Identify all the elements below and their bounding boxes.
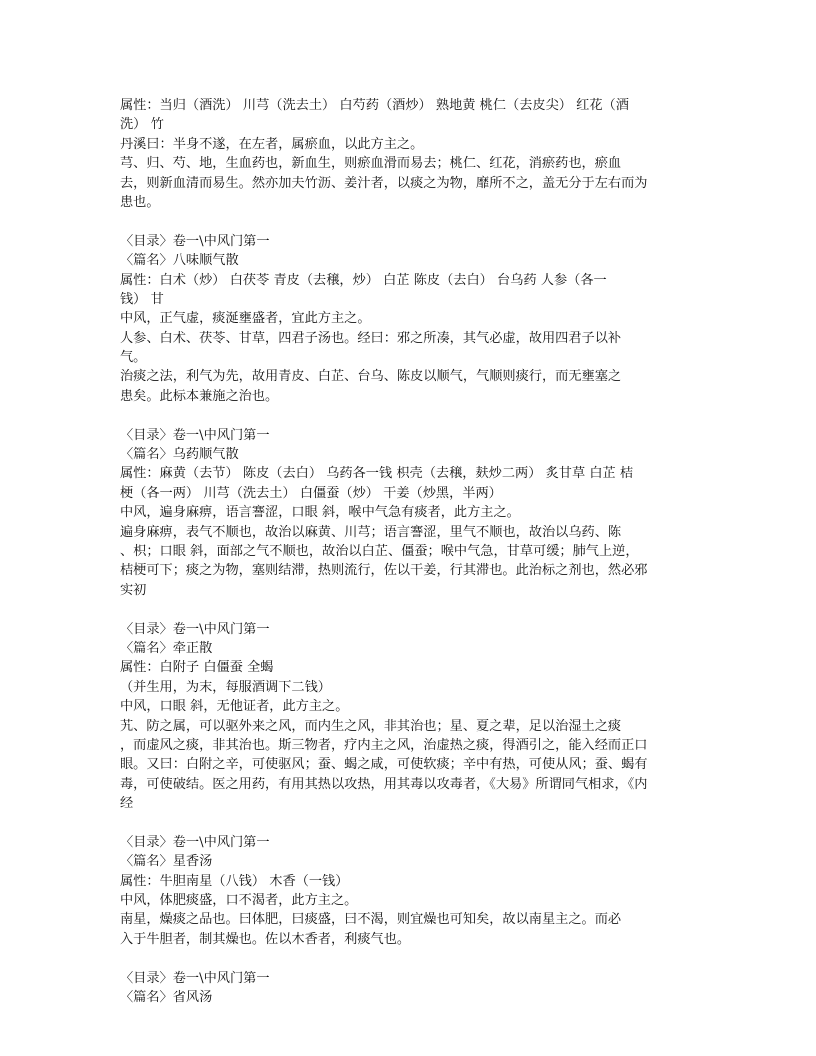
text-line: （并生用，为末，每服酒调下二钱） [120, 679, 331, 695]
text-line: 〈目录〉卷一\中风门第一 [120, 621, 270, 637]
text-line: 去，则新血清而易生。然亦加夫竹沥、姜汁者，以痰之为物，靡所不之，盖无分于左右而为 [120, 175, 648, 191]
text-line: 遍身麻痹，表气不顺也，故治以麻黄、川芎；语言謇涩，里气不顺也，故治以乌药、陈 [120, 524, 622, 540]
text-line: 患矣。此标本兼施之治也。 [120, 388, 279, 404]
text-line: 〈篇名〉八味顺气散 [120, 253, 239, 269]
text-line: 〈目录〉卷一\中风门第一 [120, 834, 270, 850]
text-section [120, 620, 696, 814]
text-line: 中风，口眼 斜，无他证者，此方主之。 [120, 699, 349, 715]
text-section [120, 426, 696, 601]
text-line: 中风，遍身麻痹，语言謇涩，口眼 斜，喉中气急有痰者，此方主之。 [120, 505, 520, 521]
text-line: 患也。 [120, 194, 160, 210]
text-line: 入于牛胆者，制其燥也。佐以木香者，利痰气也。 [120, 931, 411, 947]
text-line: 〈目录〉卷一\中风门第一 [120, 970, 270, 986]
text-line: 经 [120, 796, 134, 812]
text-line: 〈篇名〉牵正散 [120, 640, 213, 656]
text-line: 艽、防之属，可以驱外来之风，而内生之风，非其治也；星、夏之辈，足以治湿土之痰 [120, 718, 622, 734]
paragraph-gap [120, 212, 696, 231]
text-line: 〈目录〉卷一\中风门第一 [120, 233, 270, 249]
text-section [120, 833, 696, 949]
document-page [120, 96, 696, 1007]
text-line: 〈篇名〉乌药顺气散 [120, 447, 239, 463]
text-line: 属性：当归（酒洗） 川芎（洗去土） 白芍药（酒炒） 熟地黄 桃仁（去皮尖） 红花（酒 [120, 98, 629, 113]
text-line: 毒，可使破结。医之用药，有用其热以攻热，用其毒以攻毒者，《大易》所谓同气相求，《内 [120, 776, 648, 792]
paragraph-gap [120, 600, 696, 619]
text-line: 〈篇名〉星香汤 [120, 854, 213, 870]
text-line: 南星，燥痰之品也。曰体肥，曰痰盛，曰不渴，则宜燥也可知矣，故以南星主之。而必 [120, 912, 622, 928]
text-line: 属性：麻黄（去节） 陈皮（去白） 乌药各一钱 枳壳（去穣，麸炒二两） 炙甘草 白芷 桔 [120, 466, 634, 482]
text-line: 眼。又曰：白附之辛，可使驱风；蚕、蝎之咸，可使软痰；辛中有热，可使从风；蚕、蝎有 [120, 757, 648, 773]
paragraph-gap [120, 949, 696, 968]
text-line: 属性：牛胆南星（八钱） 木香（一钱） [120, 873, 349, 889]
text-line: 钱） 甘 [120, 291, 164, 307]
text-line: 〈篇名〉省风汤 [120, 989, 213, 1005]
text-line: 桔梗可下；痰之为物，塞则结滞，热则流行，佐以干姜，行其滞也。此治标之剂也，然必邪 [120, 563, 648, 579]
paragraph-gap [120, 813, 696, 832]
text-line: 梗（各一两） 川芎（洗去土） 白僵蚕（炒） 干姜（炒黑，半两） [120, 485, 502, 501]
text-section [120, 96, 696, 212]
text-line: 中风，正气虚，痰涎壅盛者，宜此方主之。 [120, 311, 371, 327]
text-line: 人参、白术、茯苓、甘草，四君子汤也。经曰：邪之所凑，其气必虚，故用四君子以补 [120, 330, 622, 346]
text-line: ，而虚风之痰，非其治也。斯三物者，疗内主之风，治虚热之痰，得酒引之，能入经而正口 [120, 737, 648, 753]
text-section [120, 232, 696, 407]
text-line: 丹溪曰：半身不遂，在左者，属瘀血，以此方主之。 [120, 136, 424, 152]
text-line: 属性：白术（炒） 白茯苓 青皮（去穣，炒） 白芷 陈皮（去白） 台乌药 人参（各一 [120, 272, 607, 288]
text-line: 气。 [120, 350, 147, 366]
text-line: 治痰之法，利气为先，故用青皮、白芷、台乌、陈皮以顺气，气顺则痰行，而无壅塞之 [120, 369, 622, 385]
text-line: 芎、归、芍、地，生血药也，新血生，则瘀血滑而易去；桃仁、红花，消瘀药也，瘀血 [120, 156, 622, 172]
paragraph-gap [120, 406, 696, 425]
text-line: 中风，体肥痰盛，口不渴者，此方主之。 [120, 893, 358, 909]
text-line: 〈目录〉卷一\中风门第一 [120, 427, 270, 443]
text-line: 实初 [120, 582, 147, 598]
text-line: 属性：白附子 白僵蚕 全蝎 [120, 660, 274, 676]
text-line: 、枳；口眼 斜，面部之气不顺也，故治以白芷、僵蚕；喉中气急，甘草可缓；肺气上逆， [120, 543, 639, 559]
text-line: 洗） 竹 [120, 117, 164, 133]
text-section [120, 969, 696, 1008]
